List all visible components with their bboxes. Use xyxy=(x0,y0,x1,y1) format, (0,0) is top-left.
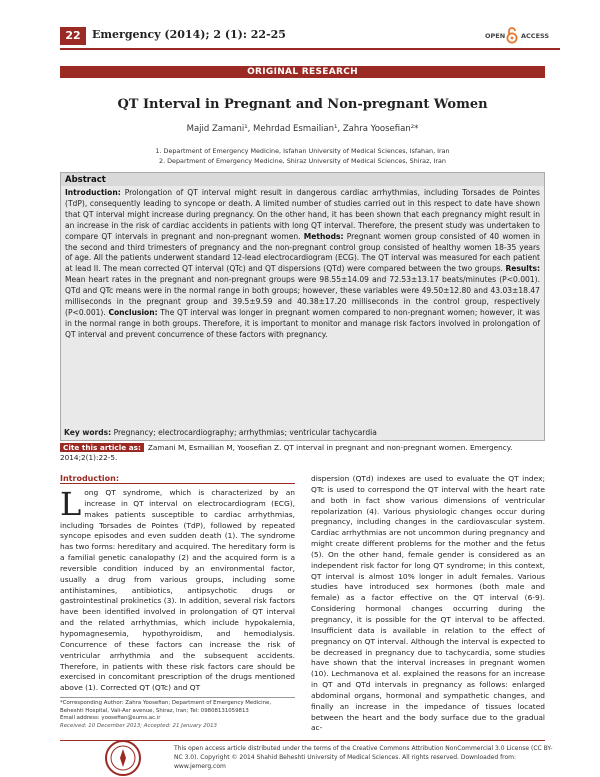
license-notice: This open access article distributed under the terms of the Creative Commons Attribution NonCommercial 3.0 License (CC BY-NC 3.0). Copyright © 2014 Shahid Beheshti University of Medical Sciences. All rights reserved. Downloaded from: www.jemerg.com xyxy=(174,745,553,770)
citation-label: Cite this article as: xyxy=(60,443,144,452)
keywords xyxy=(60,427,545,438)
footnote-author: *Corresponding Author: Zahra Yoosefian; Department of Emergency Medicine, Beheshti Hospital, Vali-Asr avenue, Shiraz, Iran; Tel: 09808131059813 xyxy=(60,700,272,714)
access-label: ACCESS xyxy=(521,32,550,40)
affiliations xyxy=(60,146,545,166)
left-column xyxy=(60,474,295,694)
author-list: Majid Zamani¹, Mehrdad Esmailian¹, Zahra Yoosefian²* xyxy=(186,124,419,134)
affiliation-1: 1. Department of Emergency Medicine, Isfahan University of Medical Sciences, Isfahan, Iran xyxy=(155,147,450,155)
right-column xyxy=(311,474,545,734)
intro-text: Prolongation of QT interval might result in dangerous cardiac arrhythmias, including Torsades de Pointes (TdP), consequently leading to syncope or death. A limited number of studies carried out in this respect to date have shown that QT interval might increase during pregnancy. On the other hand, it has been shown that each pregnancy might result in an increase in the risk of cardiac accidents in patients with long QT interval. Therefore, the present study was undertaken to compare QT intervals in pregnant and non-pregnant women. xyxy=(65,188,540,241)
drop-cap: L xyxy=(60,485,82,523)
open-label: OPEN xyxy=(485,32,506,40)
header-rule xyxy=(60,48,560,50)
results-label: Results: xyxy=(505,264,540,274)
results-text: Mean heart rates in the pregnant and non-pregnant groups were 98.55±14.09 and 72.53±13.17 beats/minutes (P<0.001). QTd and QTc means were in the normal range in both groups; however, these variables were 49.50±12.80 and 43.03±18.47 milliseconds in the pregnant group and 39.5±9.59 and 40.38±17.20 milliseconds in the control group, respectively (P<0.001). xyxy=(65,275,540,317)
footnote-email: Email address: yoosefian@sums.ac.ir xyxy=(60,715,161,722)
introduction-right-text: dispersion (QTd) indexes are used to evaluate the QT index; QTc is used to correspond the QT interval with the heart rate and both in fact show various dimensions of ventricular repolarization (4). Various physiologic changes occur during pregnancy, including changes in the cardiovascular system. Cardiac arrhythmias are not uncommon during pregnancy and might create different problems for the mother and the fetus (5). On the other hand, female gender is considered as an independent risk factor for long QT syndrome; in this context, QT interval is almost 10% longer in adult females. Various studies have introduced sex hormones (both male and female) as a factor effective on the QT interval (6-9). Considering hormonal changes occurring during the pregnancy, it is possible for the QT interval to be affected. Insufficient data is available in relation to the effect of pregnancy on QT interval. Although the interval is expected to be decreased in pregnancy due to tachycardia, some studies have shown that the interval increases in pregnant women (10). Lechmanova et al. explained the reasons for an increase in QT and QTd intervals in pregnancy as follows: enlarged abdominal organs, hormonal and sympathetic changes, and finally an increase in the impedance of tissues located between the heart and the body surface due to the gradual ac- xyxy=(311,474,545,733)
methods-text: Pregnant women group consisted of 40 women in the second and third trimesters of pregnancy and the non-pregnant control group consisted of healthy women 18-35 years of age. All the patients underwent standard 12-lead electrocardiogram (ECG). The QT interval was measured for each patient at lead II. The mean corrected QT interval (QTc) and QT dispersions (QTd) were compared between the two groups. xyxy=(65,231,541,274)
affiliation-2: 2. Department of Emergency Medicine, Shiraz University of Medical Sciences, Shiraz, Iran xyxy=(159,157,446,165)
abstract-body xyxy=(61,186,544,343)
methods-label: Methods: xyxy=(303,231,344,241)
keywords-label: Key words: xyxy=(64,428,112,437)
page-number: 22 xyxy=(60,27,86,45)
university-seal-icon xyxy=(104,739,142,777)
citation xyxy=(60,443,545,463)
footnote-dates: Received: 10 December 2013; Accepted: 21 January 2013 xyxy=(60,722,217,729)
open-access-lock-icon xyxy=(505,26,519,44)
page-header xyxy=(0,27,600,45)
section-label: ORIGINAL RESEARCH xyxy=(60,66,545,78)
intro-label: Introduction: xyxy=(65,188,121,197)
citation-text: Zamani M, Esmailian M, Yoosefian Z. QT interval in pregnant and non-pregnant women. Emergency. 2014;2(1):22-5. xyxy=(60,443,513,462)
article-title: QT Interval in Pregnant and Non-pregnant Women xyxy=(117,97,488,112)
keywords-text: Pregnancy; electrocardiography; arrhythmias; ventricular tachycardia xyxy=(111,428,377,437)
conclusion-text: The QT interval was longer in pregnant women compared to non-pregnant women; however, it was in the normal range in both groups. Therefore, it is important to monitor and manage risk factors involved in prolongation of QT interval and prevent concurrence of these factors with pregnancy. xyxy=(65,307,540,339)
open-access-logo xyxy=(485,25,555,47)
corresponding-author-footnote xyxy=(60,697,295,730)
intro-left-paragraph: ong QT syndrome, which is characterized by an increase in QT interval on electrocardiogram (ECG), makes patients susceptible to cardiac arrhythmias, including Torsades de Pointes (TdP), followed by repeated syncope episodes and even sudden death (1). The syndrome has two forms: hereditary and acquired. The hereditary form is a familial genetic canalopathy (2) and the acquired form is a reversible condition induced by an environmental factor, usually a drug from various groups, including some antihistamines, antibiotics, antipsychotic drugs or gastrointestinal prokinetics (3). In addition, several risk factors have been identified involved in prolongation of QT interval and the related arrhythmias, which include hypokalemia, hypomagnesemia, hypothyroidism, and hemodialysis. Concurrence of these factors can increase the risk of ventricular arrhythmia and the subsequent accidents. Therefore, in patients with these risk factors care should be exercised in concomitant prescription of the drugs mentioned above (1). Corrected QT (QTc) and QT xyxy=(60,488,295,693)
abstract-heading: Abstract xyxy=(61,173,544,186)
journal-citation: Emergency (2014); 2 (1): 22-25 xyxy=(92,28,286,41)
conclusion-label: Conclusion: xyxy=(108,307,158,317)
abstract-box xyxy=(60,172,545,441)
introduction-heading: Introduction: xyxy=(60,474,295,484)
introduction-left-text xyxy=(60,485,295,694)
